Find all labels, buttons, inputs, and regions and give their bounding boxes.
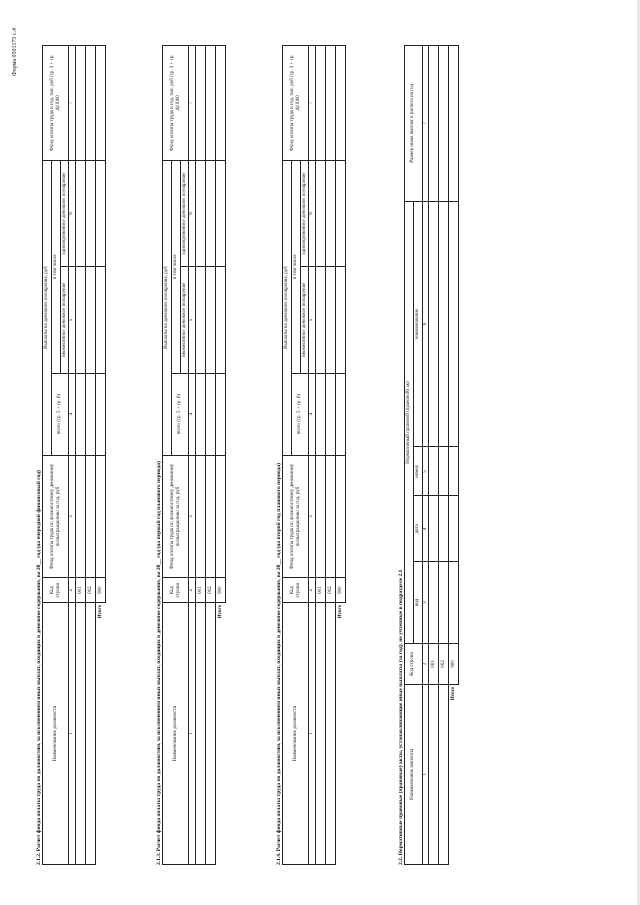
colnum: 6 [422, 201, 429, 447]
colnum: 7 [422, 46, 429, 202]
form-code: Форма 0501175 с.4 [12, 28, 18, 77]
header-monthly-bonus: единовременное денежное поощрение [300, 160, 309, 266]
colnum: 5 [69, 267, 76, 373]
colnum: 5 [309, 267, 316, 373]
header-amount: Размер иных выплат в расчете на год [405, 46, 423, 202]
total-label: Итого [97, 604, 103, 619]
colnum: 2 [69, 578, 76, 603]
fot-table [162, 45, 226, 865]
table-row [76, 46, 86, 865]
header-payments: Выплаты на денежное поощрение, руб [283, 160, 292, 455]
table-row [439, 46, 449, 865]
colnum: 3 [422, 562, 429, 644]
total-row [96, 46, 106, 865]
section-2-2 [398, 45, 459, 865]
section-title: 2.1.3. Расчет фонда оплаты труда по должностям, за исключением иных выплат, входящих в денежное содержание, на 20__ год (на первый год планового периода) [156, 461, 162, 865]
header-number: номер [413, 447, 422, 496]
header-yearfund: Фонд оплаты труда в год, тыс. руб (гр. 3 + гр. 4)/1000 [43, 46, 69, 161]
header-payments: Выплаты на денежное поощрение, руб [163, 160, 172, 455]
header-total: всего (гр. 5 + гр. 6) [51, 373, 69, 455]
colnum: 1 [69, 602, 76, 864]
header-total: всего (гр. 5 + гр. 6) [171, 373, 189, 455]
total-code: 900 [96, 578, 106, 603]
header-name: Наименование должности [163, 602, 189, 864]
header-yearfund: Фонд оплаты труда в год, тыс. руб (гр. 3 + гр. 4)/1000 [283, 46, 309, 161]
header-fund: Фонд оплаты труда по должностному денежному вознаграждению за год, руб [163, 455, 189, 578]
colnum: 6 [189, 160, 196, 266]
npa-table [404, 45, 459, 865]
total-row [336, 46, 346, 865]
header-monthly-bonus: единовременное денежное поощрение [60, 160, 69, 266]
section-title: 2.1.2. Расчет фонда оплаты труда по должностям, за исключением иных выплат, входящих в денежное содержание, на 20__ год (на очередной финансовый год) [36, 470, 42, 865]
total-label: Итого [337, 604, 343, 619]
row-code: 001 [429, 643, 439, 684]
header-code: Код строки [43, 578, 69, 603]
row-code: 002 [206, 578, 216, 603]
header-fund: Фонд оплаты труда по должностному денежному вознаграждению за год, руб [43, 455, 69, 578]
total-label: Итого [217, 604, 223, 619]
fot-table [282, 45, 346, 865]
header-monthly-bonus: единовременное денежное поощрение [180, 160, 189, 266]
header-annual-bonus: ежемесячное денежное поощрение [300, 267, 309, 373]
row-code: 001 [76, 578, 86, 603]
colnum: 4 [309, 373, 316, 455]
row-code: 001 [196, 578, 206, 603]
header-npa: Нормативный правовой (правовой) акт [405, 201, 414, 643]
table-row [326, 46, 336, 865]
header-date: дата [413, 496, 422, 562]
colnum: 6 [309, 160, 316, 266]
header-yearfund: Фонд оплаты труда в год, тыс. руб (гр. 3 + гр. 4)/1000 [163, 46, 189, 161]
header-title: наименование [413, 201, 422, 447]
header-payments: Выплаты на денежное поощрение, руб [43, 160, 52, 455]
colnum: 5 [422, 447, 429, 496]
row-code: 002 [439, 643, 449, 684]
row-code: 002 [326, 578, 336, 603]
colnum: 4 [69, 373, 76, 455]
colnum: 2 [422, 643, 429, 684]
row-code: 001 [316, 578, 326, 603]
header-vid: вид [413, 562, 422, 644]
colnum: 3 [309, 455, 316, 578]
fot-table [42, 45, 106, 865]
header-name: Наименование должности [43, 602, 69, 864]
section-2-1-4 [276, 45, 346, 865]
total-label: Итого [451, 686, 457, 701]
colnum: 7 [189, 46, 196, 161]
header-code: Код строки [283, 578, 309, 603]
section-2-1-2 [36, 45, 106, 865]
colnum: 1 [422, 684, 429, 864]
header-total: всего (гр. 5 + гр. 6) [291, 373, 309, 455]
colnum: 5 [189, 267, 196, 373]
total-code: 900 [449, 643, 459, 684]
colnum: 2 [189, 578, 196, 603]
header-name: Наименование должности [283, 602, 309, 864]
total-code: 900 [216, 578, 226, 603]
header-incl: в том числе [51, 160, 60, 373]
colnum: 1 [189, 602, 196, 864]
colnum: 7 [309, 46, 316, 161]
header-code: Код строки [405, 643, 423, 684]
table-row [429, 46, 439, 865]
table-row [86, 46, 96, 865]
table-row [206, 46, 216, 865]
colnum: 1 [309, 602, 316, 864]
header-incl: в том числе [291, 160, 300, 373]
table-row [316, 46, 326, 865]
header-name: Наименование выплаты [405, 684, 423, 864]
header-annual-bonus: ежемесячное денежное поощрение [60, 267, 69, 373]
header-fund: Фонд оплаты труда по должностному денежному вознаграждению за год, руб [283, 455, 309, 578]
section-title: 2.2. Нормативные правовые (правовые) акты, устанавливающие иные выплаты (за год), не учтенные в подразделе 2.1 [398, 569, 404, 865]
colnum: 3 [189, 455, 196, 578]
total-row [449, 46, 459, 865]
header-code: Код строки [163, 578, 189, 603]
row-code: 002 [86, 578, 96, 603]
colnum: 2 [309, 578, 316, 603]
colnum: 7 [69, 46, 76, 161]
table-row [196, 46, 206, 865]
colnum: 4 [189, 373, 196, 455]
header-incl: в том числе [171, 160, 180, 373]
section-2-1-3 [156, 45, 226, 865]
section-title: 2.1.4. Расчет фонда оплаты труда по должностям, за исключением иных выплат, входящих в денежное содержание, на 20__ год (на второй год планового периода) [276, 463, 282, 865]
header-annual-bonus: ежемесячное денежное поощрение [180, 267, 189, 373]
total-row [216, 46, 226, 865]
total-code: 900 [336, 578, 346, 603]
colnum: 6 [69, 160, 76, 266]
colnum: 4 [422, 496, 429, 562]
colnum: 3 [69, 455, 76, 578]
